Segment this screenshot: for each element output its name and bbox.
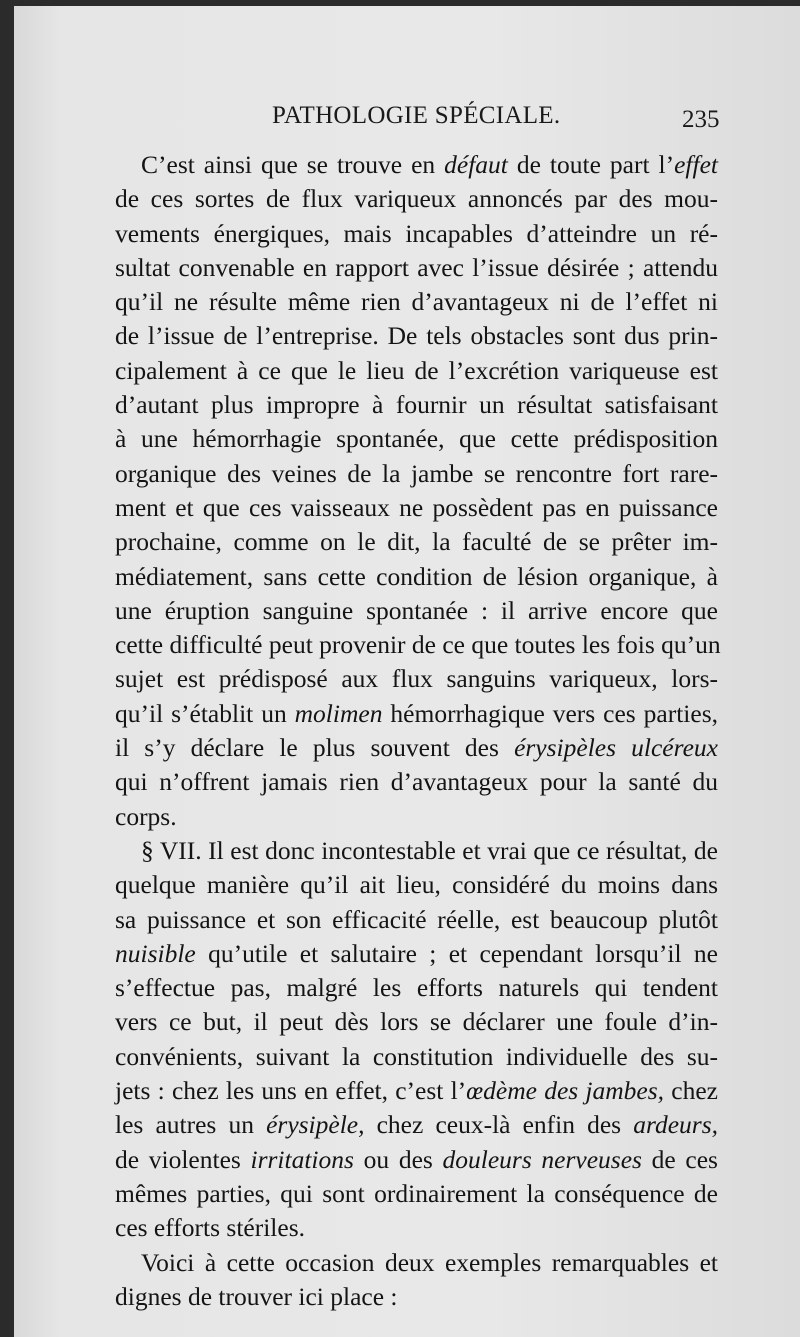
- text-line: [115, 594, 718, 628]
- text-run: hémorrhagique vers ces parties,: [382, 698, 718, 728]
- text-run: sujet est prédisposé aux flux sanguins variqueux, lors-: [115, 664, 718, 694]
- text-line: [115, 971, 718, 1005]
- text-line: [115, 1280, 718, 1314]
- text-run: organique des veines de la jambe se rencontre fort rare-: [115, 458, 718, 488]
- text-line: [115, 765, 718, 799]
- text-run: § VII. Il est donc incontestable et vrai que ce résultat, de: [141, 835, 718, 865]
- text-run: convénients, suivant la constitution individuelle des su-: [115, 1041, 718, 1071]
- text-line: [115, 1005, 718, 1039]
- paragraph: [115, 148, 721, 834]
- page-number: 235: [682, 106, 720, 133]
- italic-run: nuisible: [115, 938, 196, 968]
- text-run: cette difficulté peut provenir de ce que toutes les fois qu’un: [115, 630, 721, 660]
- text-run: qu’il ne résulte même rien d’avantageux ni de l’effet ni: [115, 287, 718, 317]
- text-run: dignes de trouver ici place :: [115, 1281, 398, 1311]
- italic-run: ardeurs,: [633, 1110, 718, 1140]
- text-line: [115, 1040, 718, 1074]
- text-run: les autres un: [115, 1110, 267, 1140]
- paragraph: [115, 834, 718, 1246]
- text-line: [115, 251, 718, 285]
- text-run: chez: [664, 1076, 718, 1106]
- text-line: [115, 800, 718, 834]
- text-line: [115, 354, 718, 388]
- text-run: de l’issue de l’entreprise. De tels obstacles sont dus prin-: [115, 321, 718, 351]
- running-title: PATHOLOGIE SPÉCIALE.: [272, 102, 561, 129]
- italic-run: érysipèle,: [266, 1110, 365, 1140]
- text-run: il s’y déclare le plus souvent des: [115, 733, 515, 763]
- text-line: [115, 834, 718, 868]
- text-line: [115, 868, 718, 902]
- italic-run: molimen: [294, 698, 383, 728]
- text-line: [115, 903, 718, 937]
- running-head: [14, 102, 800, 142]
- text-line: [115, 662, 718, 696]
- italic-run: défaut: [444, 150, 508, 179]
- text-line: [115, 457, 718, 491]
- text-line: [115, 182, 718, 216]
- text-run: qu’utile et salutaire ; et cependant lorsqu’il ne: [195, 938, 718, 968]
- text-run: ces efforts stériles.: [115, 1213, 306, 1243]
- italic-run: irritations: [250, 1144, 354, 1174]
- text-run: d’autant plus impropre à fournir un résultat satisfaisant: [115, 390, 718, 420]
- italic-run: œdème des jambes,: [466, 1076, 665, 1106]
- text-run: jets : chez les uns en effet, c’est l’: [115, 1076, 467, 1106]
- text-run: s’effectue pas, malgré les efforts naturels qui tendent: [115, 973, 718, 1003]
- text-run: qu’il s’établit un: [115, 698, 295, 728]
- italic-run: effet: [674, 150, 718, 179]
- text-run: vements énergiques, mais incapables d’atteindre un ré-: [115, 218, 718, 248]
- paragraph: [115, 1246, 718, 1315]
- text-run: ment et que ces vaisseaux ne possèdent pas en puissance: [115, 492, 718, 522]
- body-text: [115, 148, 721, 1314]
- text-run: sultat convenable en rapport avec l’issue désirée ; attendu: [115, 252, 718, 282]
- text-line: [115, 560, 718, 594]
- text-run: de ces: [641, 1144, 718, 1174]
- text-run: Voici à cette occasion deux exemples remarquables et: [141, 1247, 718, 1277]
- text-line: [115, 148, 718, 182]
- text-run: quelque manière qu’il ait lieu, considéré du moins dans: [115, 870, 718, 900]
- text-run: sa puissance et son efficacité réelle, est beaucoup plutôt: [115, 904, 718, 934]
- text-line: [115, 1074, 718, 1108]
- text-run: corps.: [115, 801, 177, 831]
- text-run: médiatement, sans cette condition de lésion organique, à: [115, 561, 718, 591]
- text-line: [115, 217, 718, 251]
- italic-run: érysipèles ulcéreux: [514, 733, 718, 763]
- text-line: [115, 628, 721, 662]
- text-run: à une hémorrhagie spontanée, que cette prédisposition: [115, 424, 718, 454]
- text-line: [115, 388, 718, 422]
- text-line: [115, 491, 718, 525]
- text-run: prochaine, comme on le dit, la faculté de se prêter im-: [115, 527, 718, 557]
- text-line: [115, 422, 718, 456]
- text-line: [115, 731, 718, 765]
- text-line: [115, 1143, 718, 1177]
- text-run: de ces sortes de flux variqueux annoncés par des mou-: [115, 184, 718, 214]
- text-line: [115, 1177, 718, 1211]
- text-run: mêmes parties, qui sont ordinairement la conséquence de: [115, 1178, 718, 1208]
- text-run: vers ce but, il peut dès lors se déclarer une foule d’in-: [115, 1007, 718, 1037]
- text-line: [115, 937, 718, 971]
- text-run: une éruption sanguine spontanée : il arrive encore que: [115, 595, 718, 625]
- text-line: [115, 697, 718, 731]
- book-page: [14, 6, 800, 1337]
- text-line: [115, 1211, 718, 1245]
- text-run: C’est ainsi que se trouve en: [141, 150, 445, 179]
- text-line: [115, 285, 718, 319]
- text-run: ou des: [353, 1144, 443, 1174]
- text-run: de toute part l’: [507, 150, 675, 179]
- text-line: [115, 319, 718, 353]
- text-line: [115, 525, 718, 559]
- text-run: qui n’offrent jamais rien d’avantageux pour la santé du: [115, 767, 718, 797]
- text-run: cipalement à ce que le lieu de l’excrétion variqueuse est: [115, 355, 718, 385]
- italic-run: douleurs nerveuses: [442, 1144, 642, 1174]
- text-line: [115, 1108, 718, 1142]
- text-run: de violentes: [115, 1144, 251, 1174]
- text-run: chez ceux-là enfin des: [364, 1110, 634, 1140]
- text-line: [115, 1246, 718, 1280]
